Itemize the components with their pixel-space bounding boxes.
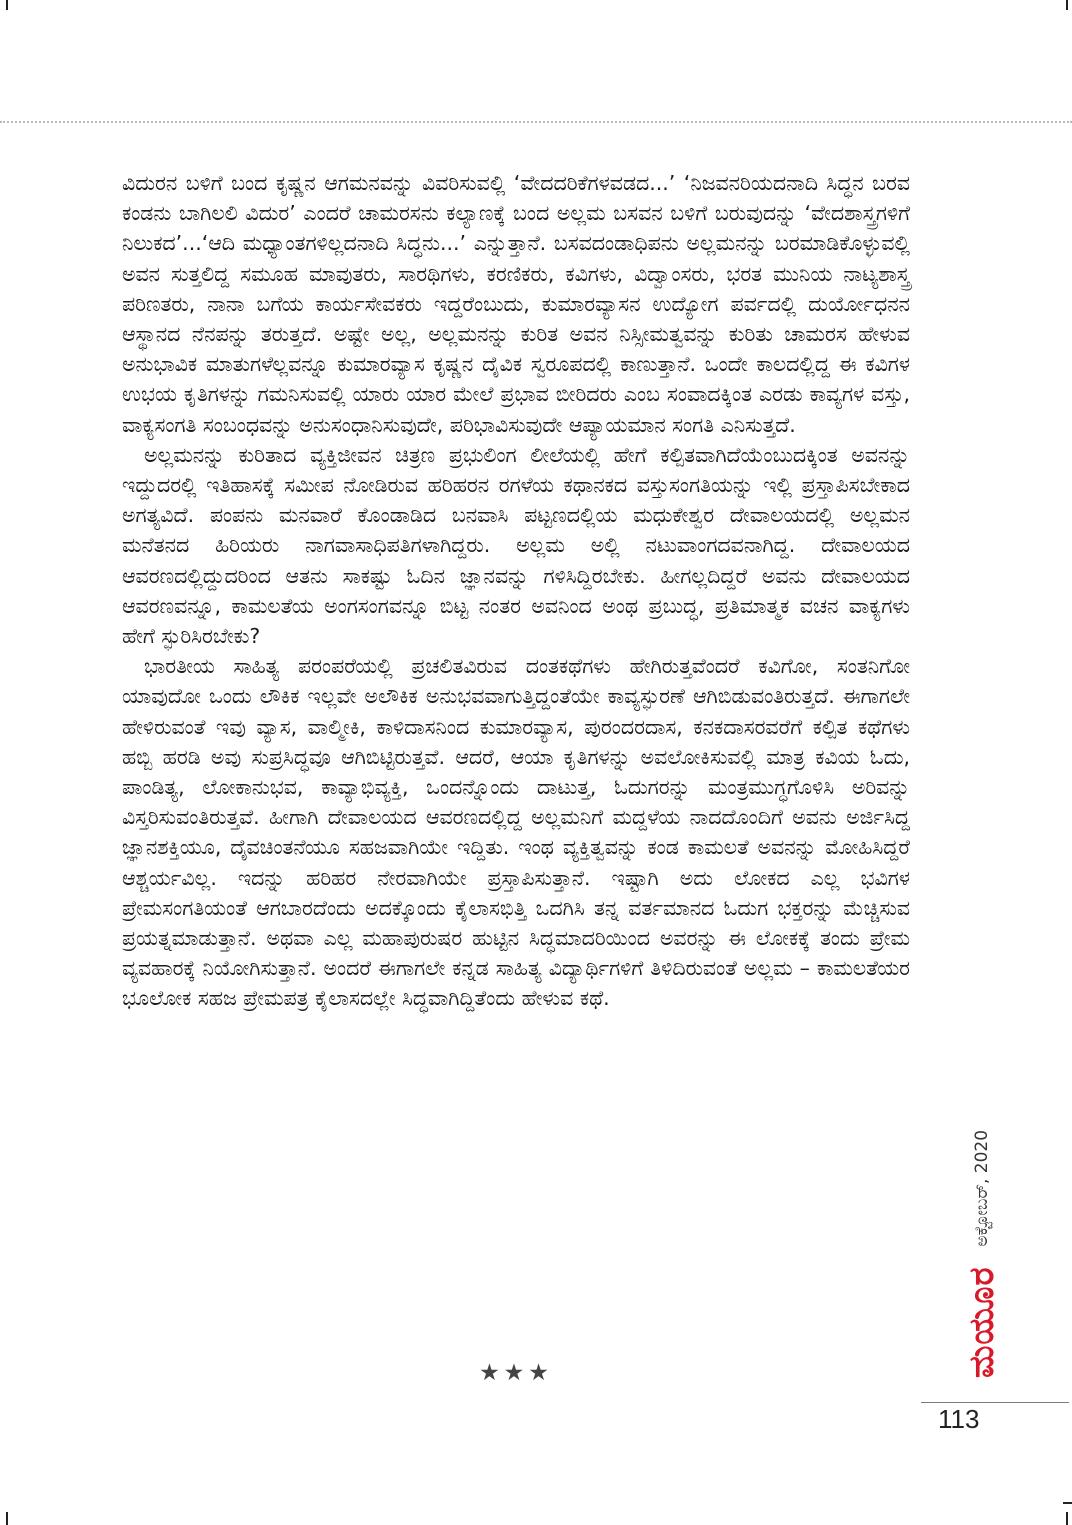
paragraph-2: ಅಲ್ಲಮನನ್ನು ಕುರಿತಾದ ವ್ಯಕ್ತಿಜೀವನ ಚಿತ್ರಣ ಪ್ರಭುಲಿಂಗ ಲೀಲೆಯಲ್ಲಿ ಹೇಗೆ ಕಲ್ಪಿತವಾಗಿದೆಯೆಂಬುದಕ್ಕಿಂತ ಅವನನ್ನು ಇದ್ದುದರಲ್ಲಿ ಇತಿಹಾಸಕ್ಕೆ ಸಮೀಪ ನೋಡಿರುವ ಹರಿಹರನ ರಗಳೆಯ ಕಥಾನಕದ ವಸ್ತುಸಂಗತಿಯನ್ನು ಇಲ್ಲಿ ಪ್ರಸ್ತಾಪಿಸಬೇಕಾದ ಅಗತ್ಯವಿದೆ. ಪಂಪನು ಮನವಾರೆ ಕೊಂಡಾಡಿದ ಬನವಾಸಿ ಪಟ್ಟಣದಲ್ಲಿಯ ಮಧುಕೇಶ್ವರ ದೇವಾಲಯದಲ್ಲಿ ಅಲ್ಲಮನ ಮನೆತನದ ಹಿರಿಯರು ನಾಗವಾಸಾಧಿಪತಿಗಳಾಗಿದ್ದರು. ಅಲ್ಲಮ ಅಲ್ಲಿ ನಟುವಾಂಗದವನಾಗಿದ್ದ. ದೇವಾಲಯದ ಆವರಣದಲ್ಲಿದ್ದುದರಿಂದ ಆತನು ಸಾಕಷ್ಟು ಓದಿನ ಜ್ಞಾನವನ್ನು ಗಳಿಸಿದ್ದಿರಬೇಕು. ಹೀಗಲ್ಲದಿದ್ದರೆ ಅವನು ದೇವಾಲಯದ ಆವರಣವನ್ನೂ, ಕಾಮಲತೆಯ ಅಂಗಸಂಗವನ್ನೂ ಬಿಟ್ಟ ನಂತರ ಅವನಿಂದ ಅಂಥ ಪ್ರಬುದ್ಧ, ಪ್ರತಿಮಾತ್ಮಕ ವಚನ ವಾಕ್ಯಗಳು ಹೇಗೆ ಸ್ಫುರಿಸಿರಬೇಕು?	[122, 442, 910, 649]
section-end-stars: ★★★	[479, 1360, 553, 1386]
header-dotted-rule	[0, 121, 1072, 123]
crop-mark-bottom-right	[1066, 1512, 1068, 1525]
magazine-name: ಮಯೂರ	[962, 1266, 1002, 1378]
crop-mark-top-left	[6, 0, 8, 10]
vertical-masthead	[962, 1130, 1002, 1378]
crop-mark-bottom-left	[6, 1512, 8, 1525]
article-body	[122, 168, 910, 1014]
page-number-rule	[921, 1402, 1069, 1403]
page-number: 113	[938, 1404, 980, 1434]
crop-mark-right-bottom	[1063, 1502, 1072, 1504]
crop-mark-top	[1066, 0, 1068, 10]
issue-date: ಅಕ್ಟೋಬರ್, 2020	[972, 1129, 992, 1247]
paragraph-1: ವಿದುರನ ಬಳಿಗೆ ಬಂದ ಕೃಷ್ಣನ ಆಗಮನವನ್ನು ವಿವರಿಸುವಲ್ಲಿ ‘ವೇದದರಿಕೆಗಳವಡದ...’ ‘ನಿಜವನರಿಯದನಾದಿ ಸಿದ್ಧನ ಬರವ ಕಂಡನು ಬಾಗಿಲಲಿ ವಿದುರ’ ಎಂದರೆ ಚಾಮರಸನು ಕಲ್ಯಾಣಕ್ಕೆ ಬಂದ ಅಲ್ಲಮ ಬಸವನ ಬಳಿಗೆ ಬರುವುದನ್ನು ‘ವೇದಶಾಸ್ತ್ರಗಳಿಗೆ ನಿಲುಕದ’...‘ಆದಿ ಮಧ್ಯಾಂತಗಳಿಲ್ಲದನಾದಿ ಸಿದ್ಧನು...’ ಎನ್ನುತ್ತಾನೆ. ಬಸವದಂಡಾಧಿಪನು ಅಲ್ಲಮನನ್ನು ಬರಮಾಡಿಕೊಳ್ಳುವಲ್ಲಿ ಅವನ ಸುತ್ತಲಿದ್ದ ಸಮೂಹ ಮಾವುತರು, ಸಾರಥಿಗಳು, ಕರಣಿಕರು, ಕವಿಗಳು, ವಿದ್ವಾಂಸರು, ಭರತ ಮುನಿಯ ನಾಟ್ಯಶಾಸ್ತ್ರ ಪರಿಣತರು, ನಾನಾ ಬಗೆಯ ಕಾರ್ಯಸೇವಕರು ಇದ್ದರೆಂಬುದು, ಕುಮಾರವ್ಯಾಸನ ಉದ್ಯೋಗ ಪರ್ವದಲ್ಲಿ ದುರ್ಯೋಧನನ ಆಸ್ಥಾನದ ನೆನಪನ್ನು ತರುತ್ತದೆ. ಅಷ್ಟೇ ಅಲ್ಲ, ಅಲ್ಲಮನನ್ನು ಕುರಿತ ಅವನ ನಿಸ್ಸೀಮತ್ವವನ್ನು ಕುರಿತು ಚಾಮರಸ ಹೇಳುವ ಅನುಭಾವಿಕ ಮಾತುಗಳೆಲ್ಲವನ್ನೂ ಕುಮಾರವ್ಯಾಸ ಕೃಷ್ಣನ ದೈವಿಕ ಸ್ವರೂಪದಲ್ಲಿ ಕಾಣುತ್ತಾನೆ. ಒಂದೇ ಕಾಲದಲ್ಲಿದ್ದ ಈ ಕವಿಗಳ ಉಭಯ ಕೃತಿಗಳನ್ನು ಗಮನಿಸುವಲ್ಲಿ ಯಾರು ಯಾರ ಮೇಲೆ ಪ್ರಭಾವ ಬೀರಿದರು ಎಂಬ ಸಂವಾದಕ್ಕಿಂತ ಎರಡು ಕಾವ್ಯಗಳ ವಸ್ತು, ವಾಕ್ಯಸಂಗತಿ ಸಂಬಂಧವನ್ನು ಅನುಸಂಧಾನಿಸುವುದೇ, ಪರಿಭಾವಿಸುವುದೇ ಆಪ್ಯಾಯಮಾನ ಸಂಗತಿ ಎನಿಸುತ್ತದೆ.	[122, 171, 910, 437]
paragraph-3: ಭಾರತೀಯ ಸಾಹಿತ್ಯ ಪರಂಪರೆಯಲ್ಲಿ ಪ್ರಚಲಿತವಿರುವ ದಂತಕಥೆಗಳು ಹೇಗಿರುತ್ತವೆಂದರೆ ಕವಿಗೋ, ಸಂತನಿಗೋ ಯಾವುದೋ ಒಂದು ಲೌಕಿಕ ಇಲ್ಲವೇ ಅಲೌಕಿಕ ಅನುಭವವಾಗುತ್ತಿದ್ದಂತೆಯೇ ಕಾವ್ಯಸ್ಫುರಣೆ ಆಗಿಬಿಡುವಂತಿರುತ್ತದೆ. ಈಗಾಗಲೇ ಹೇಳಿರುವಂತೆ ಇವು ವ್ಯಾಸ, ವಾಲ್ಮೀಕಿ, ಕಾಳಿದಾಸನಿಂದ ಕುಮಾರವ್ಯಾಸ, ಪುರಂದರದಾಸ, ಕನಕದಾಸರವರೆಗೆ ಕಲ್ಪಿತ ಕಥೆಗಳು ಹಬ್ಬಿ ಹರಡಿ ಅವು ಸುಪ್ರಸಿದ್ಧವೂ ಆಗಿಬಿಟ್ಟಿರುತ್ತವೆ. ಆದರೆ, ಆಯಾ ಕೃತಿಗಳನ್ನು ಅವಲೋಕಿಸುವಲ್ಲಿ ಮಾತ್ರ ಕವಿಯ ಓದು, ಪಾಂಡಿತ್ಯ, ಲೋಕಾನುಭವ, ಕಾವ್ಯಾಭಿವ್ಯಕ್ತಿ, ಒಂದನ್ನೊಂದು ದಾಟುತ್ತ, ಓದುಗರನ್ನು ಮಂತ್ರಮುಗ್ಧಗೊಳಿಸಿ ಅರಿವನ್ನು ವಿಸ್ತರಿಸುವಂತಿರುತ್ತವೆ. ಹೀಗಾಗಿ ದೇವಾಲಯದ ಆವರಣದಲ್ಲಿದ್ದ ಅಲ್ಲಮನಿಗೆ ಮದ್ದಳೆಯ ನಾದದೊಂದಿಗೆ ಅವನು ಅರ್ಜಿಸಿದ್ದ ಜ್ಞಾನಶಕ್ತಿಯೂ, ದೈವಚಿಂತನೆಯೂ ಸಹಜವಾಗಿಯೇ ಇದ್ದಿತು. ಇಂಥ ವ್ಯಕ್ತಿತ್ವವನ್ನು ಕಂಡ ಕಾಮಲತೆ ಅವನನ್ನು ಮೋಹಿಸಿದ್ದರೆ ಆಶ್ಚರ್ಯವಿಲ್ಲ. ಇದನ್ನು ಹರಿಹರ ನೇರವಾಗಿಯೇ ಪ್ರಸ್ತಾಪಿಸುತ್ತಾನೆ. ಇಷ್ಟಾಗಿ ಅದು ಲೋಕದ ಎಲ್ಲ ಭವಿಗಳ ಪ್ರೇಮಸಂಗತಿಯಂತೆ ಆಗಬಾರದೆಂದು ಅದಕ್ಕೊಂದು ಕೈಲಾಸಭಿತ್ತಿ ಒದಗಿಸಿ ತನ್ನ ವರ್ತಮಾನದ ಓದುಗ ಭಕ್ತರನ್ನು ಮೆಚ್ಚಿಸುವ ಪ್ರಯತ್ನಮಾಡುತ್ತಾನೆ. ಅಥವಾ ಎಲ್ಲ ಮಹಾಪುರುಷರ ಹುಟ್ಟಿನ ಸಿದ್ಧಮಾದರಿಯಿಂದ ಅವರನ್ನು ಈ ಲೋಕಕ್ಕೆ ತಂದು ಪ್ರೇಮ ವ್ಯವಹಾರಕ್ಕೆ ನಿಯೋಗಿಸುತ್ತಾನೆ. ಅಂದರೆ ಈಗಾಗಲೇ ಕನ್ನಡ ಸಾಹಿತ್ಯ ವಿದ್ಯಾರ್ಥಿಗಳಿಗೆ ತಿಳಿದಿರುವಂತೆ ಅಲ್ಲಮ – ಕಾಮಲತೆಯರ ಭೂಲೋಕ ಸಹಜ ಪ್ರೇಮಪತ್ರ ಕೈಲಾಸದಲ್ಲೇ ಸಿದ್ಧವಾಗಿದ್ದಿತೆಂದು ಹೇಳುವ ಕಥೆ.	[122, 654, 910, 1011]
